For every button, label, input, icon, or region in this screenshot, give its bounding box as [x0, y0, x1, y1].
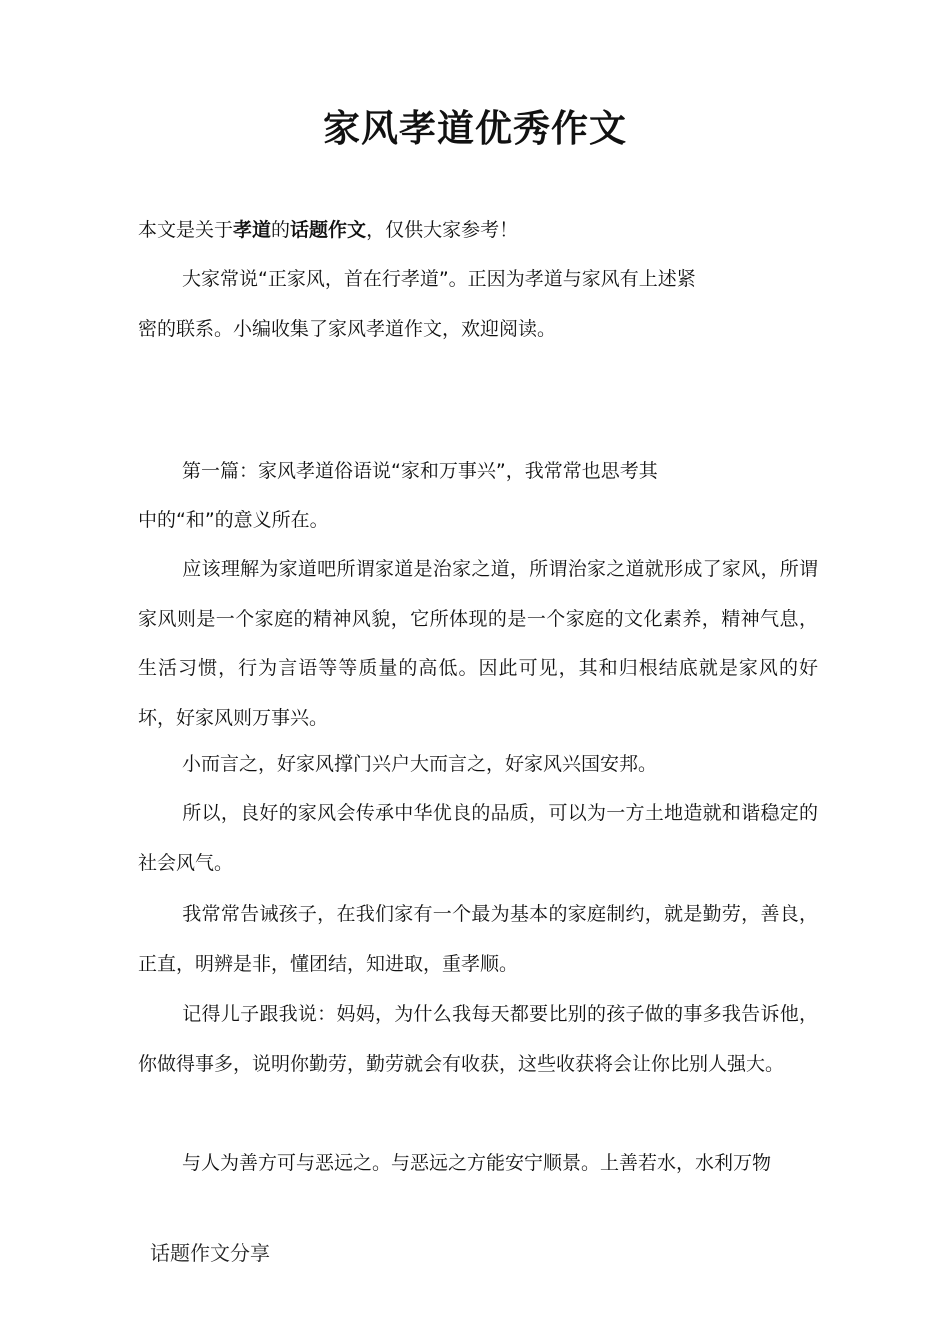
paragraph-4: 小而言之，好家风撑门兴户大而言之，好家风兴国安邦。 — [182, 753, 658, 775]
paragraph-8: 与人为善方可与恶远之。与恶远之方能安宁顺景。上善若水，水利万物 — [182, 1152, 772, 1174]
paragraph-1-line-2: 密的联系。小编收集了家风孝道作文，欢迎阅读。 — [138, 318, 557, 340]
paragraph-1-line-1: 大家常说“正家风，首在行孝道”。正因为孝道与家风有上述紧 — [182, 268, 696, 290]
paragraph-5: 所以，良好的家风会传承中华优良的品质，可以为一方土地造就和谐稳定的社会风气。 — [138, 802, 818, 874]
paragraph-6: 我常常告诫孩子，在我们家有一个最为基本的家庭制约，就是勤劳，善良，正直，明辨是非，懂团结，知进取，重孝顺。 — [138, 903, 818, 975]
paragraph-7: 记得儿子跟我说：妈妈，为什么我每天都要比别的孩子做的事多我告诉他，你做得事多，说明你勤劳，勤劳就会有收获，这些收获将会让你比别人强大。 — [138, 1003, 818, 1075]
intro-keyword-topic: 话题作文 — [290, 219, 367, 241]
intro-mid: 的 — [271, 219, 291, 241]
intro-suffix: ，仅供大家参考！ — [366, 219, 519, 241]
footer-caption: 话题作文分享 — [150, 1241, 270, 1265]
document-title: 家风孝道优秀作文 — [323, 107, 627, 150]
paragraph-3: 应该理解为家道吧所谓家道是治家之道，所谓治家之道就形成了家风，所谓家风则是一个家庭的精神风貌，它所体现的是一个家庭的文化素养，精神气息，生活习惯，行为言语等等质量的高低。因此可见，其和归根结底就是家风的好坏，好家风则万事兴。 — [138, 558, 818, 729]
intro-prefix: 本文是关于 — [138, 219, 234, 241]
intro-paragraph — [138, 206, 818, 256]
paragraph-2-line-2: 中的“和”的意义所在。 — [138, 509, 329, 531]
paragraph-2-line-1: 第一篇：家风孝道俗语说“家和万事兴”，我常常也思考其 — [182, 460, 658, 482]
intro-keyword-xiaodao: 孝道 — [233, 219, 272, 241]
